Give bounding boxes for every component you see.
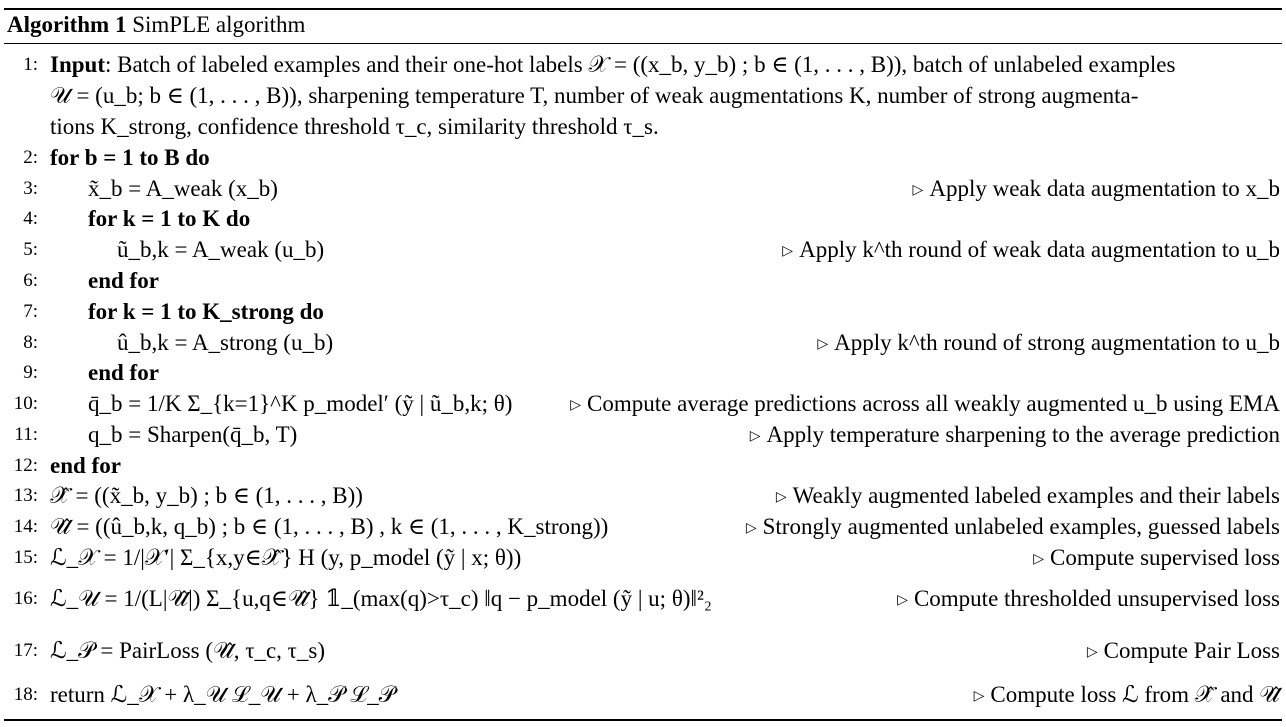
line-number: 7: (23, 301, 38, 322)
line-comment: ▷ Apply temperature sharpening to the average prediction (749, 422, 1280, 447)
line-code: for k = 1 to K_strong do (88, 299, 324, 324)
line-code: x̃_b = A_weak (x_b) (88, 176, 278, 201)
comment-triangle-icon: ▷ (1033, 552, 1044, 567)
comment-triangle-icon: ▷ (749, 429, 761, 444)
line-code: for b = 1 to B do (50, 145, 210, 170)
line-code: end for (50, 453, 121, 478)
line-number: 8: (23, 332, 38, 353)
line-number: 1: (23, 54, 38, 75)
line-number: 9: (23, 362, 38, 383)
line-comment: ▷ Apply k^th round of strong augmentation to u_b (817, 330, 1280, 355)
comment-triangle-icon: ▷ (570, 398, 581, 413)
line-comment: ▷ Apply k^th round of weak data augmentation to u_b (782, 237, 1280, 262)
line-comment: ▷ Compute Pair Loss (1086, 638, 1280, 663)
line-number: 11: (14, 424, 38, 445)
comment-triangle-icon: ▷ (817, 337, 829, 352)
line-code: end for (88, 268, 159, 293)
line-code: return ℒ_𝒳 + λ_𝒰 ℒ_𝒰 + λ_𝒫 ℒ_𝒫 (50, 682, 396, 707)
line-number: 16: (13, 588, 38, 609)
line-code: 𝒰 = (u_b; b ∈ (1, . . . , B)), sharpening temperature T, number of weak augmentations K, number of strong augmenta- (50, 83, 1139, 108)
line-number: 6: (23, 270, 38, 291)
comment-triangle-icon: ▷ (912, 183, 924, 198)
line-code: 𝒰̂ = ((û_b,k, q_b) ; b ∈ (1, . . . , B) , k ∈ (1, . . . , K_strong)) (50, 514, 609, 539)
line-code: ũ_b,k = A_weak (u_b) (117, 237, 325, 262)
line-code: q_b = Sharpen(q̄_b, T) (88, 422, 298, 447)
line-comment: ▷ Compute average predictions across all weakly augmented u_b using EMA (570, 391, 1280, 416)
line-code: ℒ_𝒰 = 1/(L|𝒰̂|) Σ_{u,q∈𝒰̂} 𝟙_(max(q)>τ_c) ‖q − p_model (ỹ | u; θ)‖²₂ (50, 586, 712, 611)
line-code: Input: Batch of labeled examples and their one-hot labels 𝒳 = ((x_b, y_b) ; b ∈ (1, . . . , B)), batch of unlabeled examples (50, 52, 1176, 77)
line-number: 13: (13, 485, 38, 506)
line-comment: ▷ Compute supervised loss (1033, 545, 1280, 570)
line-code: ℒ_𝒫 = PairLoss (𝒰̂, τ_c, τ_s) (50, 638, 326, 663)
comment-triangle-icon: ▷ (745, 521, 757, 536)
line-number: 2: (23, 147, 38, 168)
comment-triangle-icon: ▷ (973, 689, 985, 704)
line-comment: ▷ Compute loss ℒ from 𝒳̂ and 𝒰̂ (973, 682, 1280, 707)
line-code: 𝒳̂ = ((x̃_b, y_b) ; b ∈ (1, . . . , B)) (50, 483, 363, 508)
comment-triangle-icon: ▷ (782, 244, 794, 259)
line-number: 18: (13, 684, 38, 705)
line-number: 10: (13, 393, 38, 414)
line-comment: ▷ Weakly augmented labeled examples and their labels (775, 483, 1280, 508)
line-number: 5: (23, 239, 38, 260)
algorithm-title (7, 10, 305, 40)
line-code: end for (88, 360, 159, 385)
comment-triangle-icon: ▷ (775, 490, 787, 505)
line-number: 12: (13, 455, 38, 476)
line-number: 15: (13, 547, 38, 568)
bottom-rule (4, 719, 1282, 721)
line-number: 4: (23, 208, 38, 229)
comment-triangle-icon: ▷ (1086, 645, 1098, 660)
line-comment: ▷ Strongly augmented unlabeled examples, guessed labels (745, 514, 1280, 539)
line-code: û_b,k = A_strong (u_b) (117, 330, 334, 355)
line-number: 3: (23, 178, 38, 199)
algorithm-label: Algorithm 1 (7, 12, 127, 37)
algorithm-name: SimPLE algorithm (132, 12, 306, 37)
line-code: tions K_strong, confidence threshold τ_c, similarity threshold τ_s. (50, 114, 659, 139)
line-number: 17: (13, 640, 38, 661)
title-rule (4, 43, 1282, 44)
line-code: for k = 1 to K do (88, 206, 251, 231)
line-comment: ▷ Apply weak data augmentation to x_b (912, 176, 1280, 201)
comment-triangle-icon: ▷ (897, 593, 908, 608)
line-number: 14: (13, 516, 38, 537)
line-code: q̄_b = 1/K Σ_{k=1}^K p_model′ (ỹ | ũ_b,k; θ) (88, 391, 513, 416)
line-comment: ▷ Compute thresholded unsupervised loss (897, 586, 1280, 611)
line-code: ℒ_𝒳 = 1/|𝒳′| Σ_{x,y∈𝒳̂} H (y, p_model (ỹ | x; θ)) (50, 545, 522, 570)
